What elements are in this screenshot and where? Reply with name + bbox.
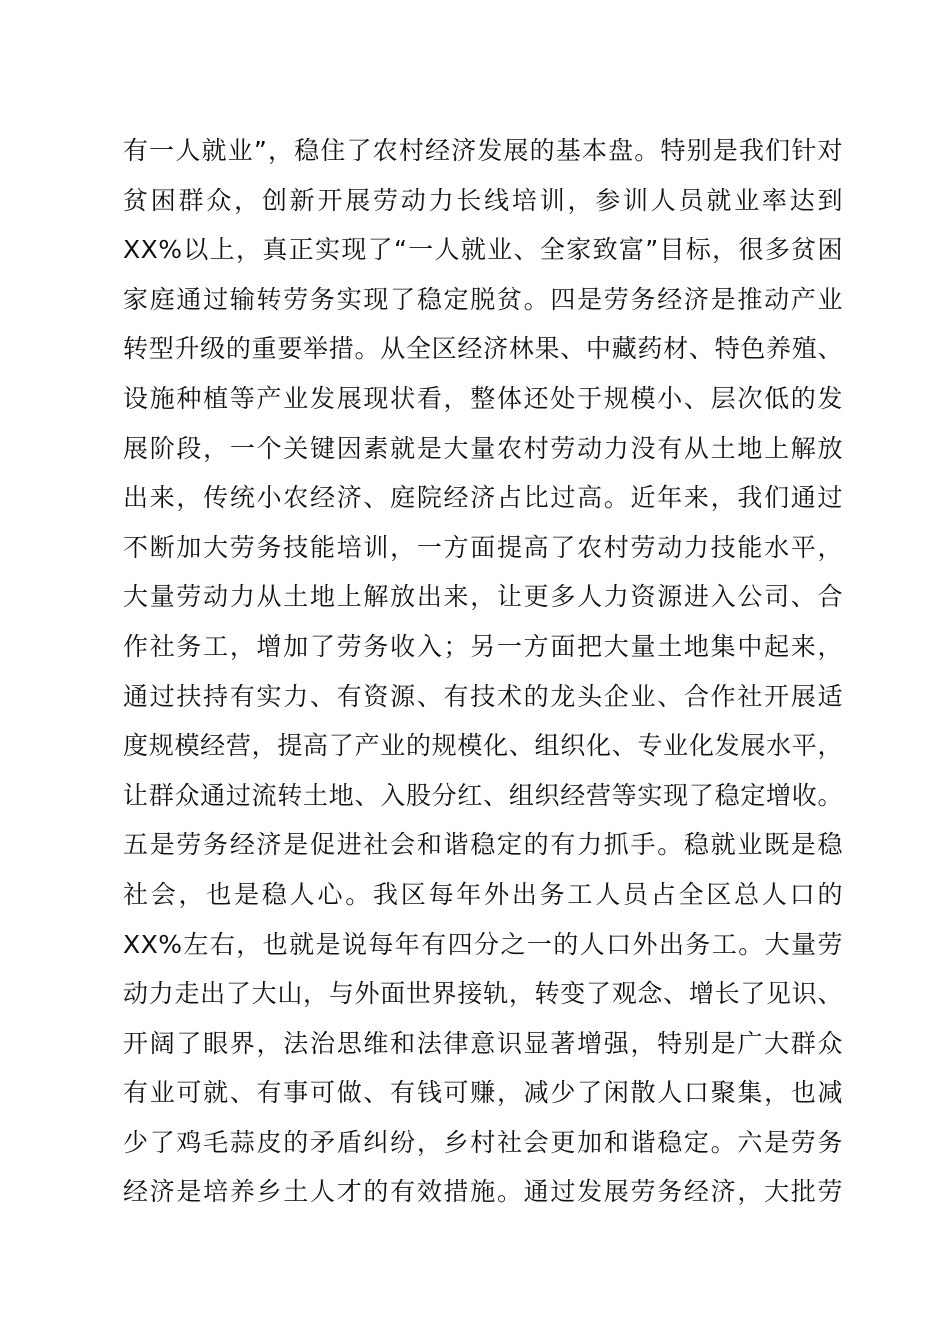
text-line: 度规模经营，提高了产业的规模化、组织化、专业化发展水平， xyxy=(123,731,843,761)
text-line: 家庭通过输转劳务实现了稳定脱贫。四是劳务经济是推动产业 xyxy=(123,284,843,314)
text-line: 转型升级的重要举措。从全区经济林果、中藏药材、特色养殖、 xyxy=(123,334,843,364)
text-line: 少了鸡毛蒜皮的矛盾纠纷，乡村社会更加和谐稳定。六是劳务 xyxy=(123,1127,843,1157)
text-line: XX%以上，真正实现了“一人就业、全家致富”目标，很多贫困 xyxy=(123,235,843,265)
text-line: 五是劳务经济是促进社会和谐稳定的有力抓手。稳就业既是稳 xyxy=(123,830,843,860)
text-line: 经济是培养乡土人才的有效措施。通过发展劳务经济，大批劳 xyxy=(123,1177,843,1207)
body-text xyxy=(123,126,843,1217)
text-line: XX%左右，也就是说每年有四分之一的人口外出务工。大量劳 xyxy=(123,929,843,959)
text-line: 作社务工，增加了劳务收入；另一方面把大量土地集中起来， xyxy=(123,631,843,661)
text-line: 开阔了眼界，法治思维和法律意识显著增强，特别是广大群众 xyxy=(123,1028,843,1058)
text-line: 出来，传统小农经济、庭院经济占比过高。近年来，我们通过 xyxy=(123,483,843,513)
text-line: 贫困群众，创新开展劳动力长线培训，参训人员就业率达到 xyxy=(123,185,843,215)
text-line: 不断加大劳务技能培训，一方面提高了农村劳动力技能水平， xyxy=(123,532,843,562)
text-line: 让群众通过流转土地、入股分红、组织经营等实现了稳定增收。 xyxy=(123,780,843,810)
text-line: 有业可就、有事可做、有钱可赚，减少了闲散人口聚集，也减 xyxy=(123,1078,843,1108)
text-line: 动力走出了大山，与外面世界接轨，转变了观念、增长了见识、 xyxy=(123,979,843,1009)
text-line: 通过扶持有实力、有资源、有技术的龙头企业、合作社开展适 xyxy=(123,681,843,711)
text-line: 有一人就业”，稳住了农村经济发展的基本盘。特别是我们针对 xyxy=(123,136,843,165)
text-line: 社会，也是稳人心。我区每年外出务工人员占全区总人口的 xyxy=(123,879,843,909)
text-line: 设施种植等产业发展现状看，整体还处于规模小、层次低的发 xyxy=(123,383,843,413)
text-line: 大量劳动力从土地上解放出来，让更多人力资源进入公司、合 xyxy=(123,582,843,612)
text-line: 展阶段，一个关键因素就是大量农村劳动力没有从土地上解放 xyxy=(123,433,843,463)
